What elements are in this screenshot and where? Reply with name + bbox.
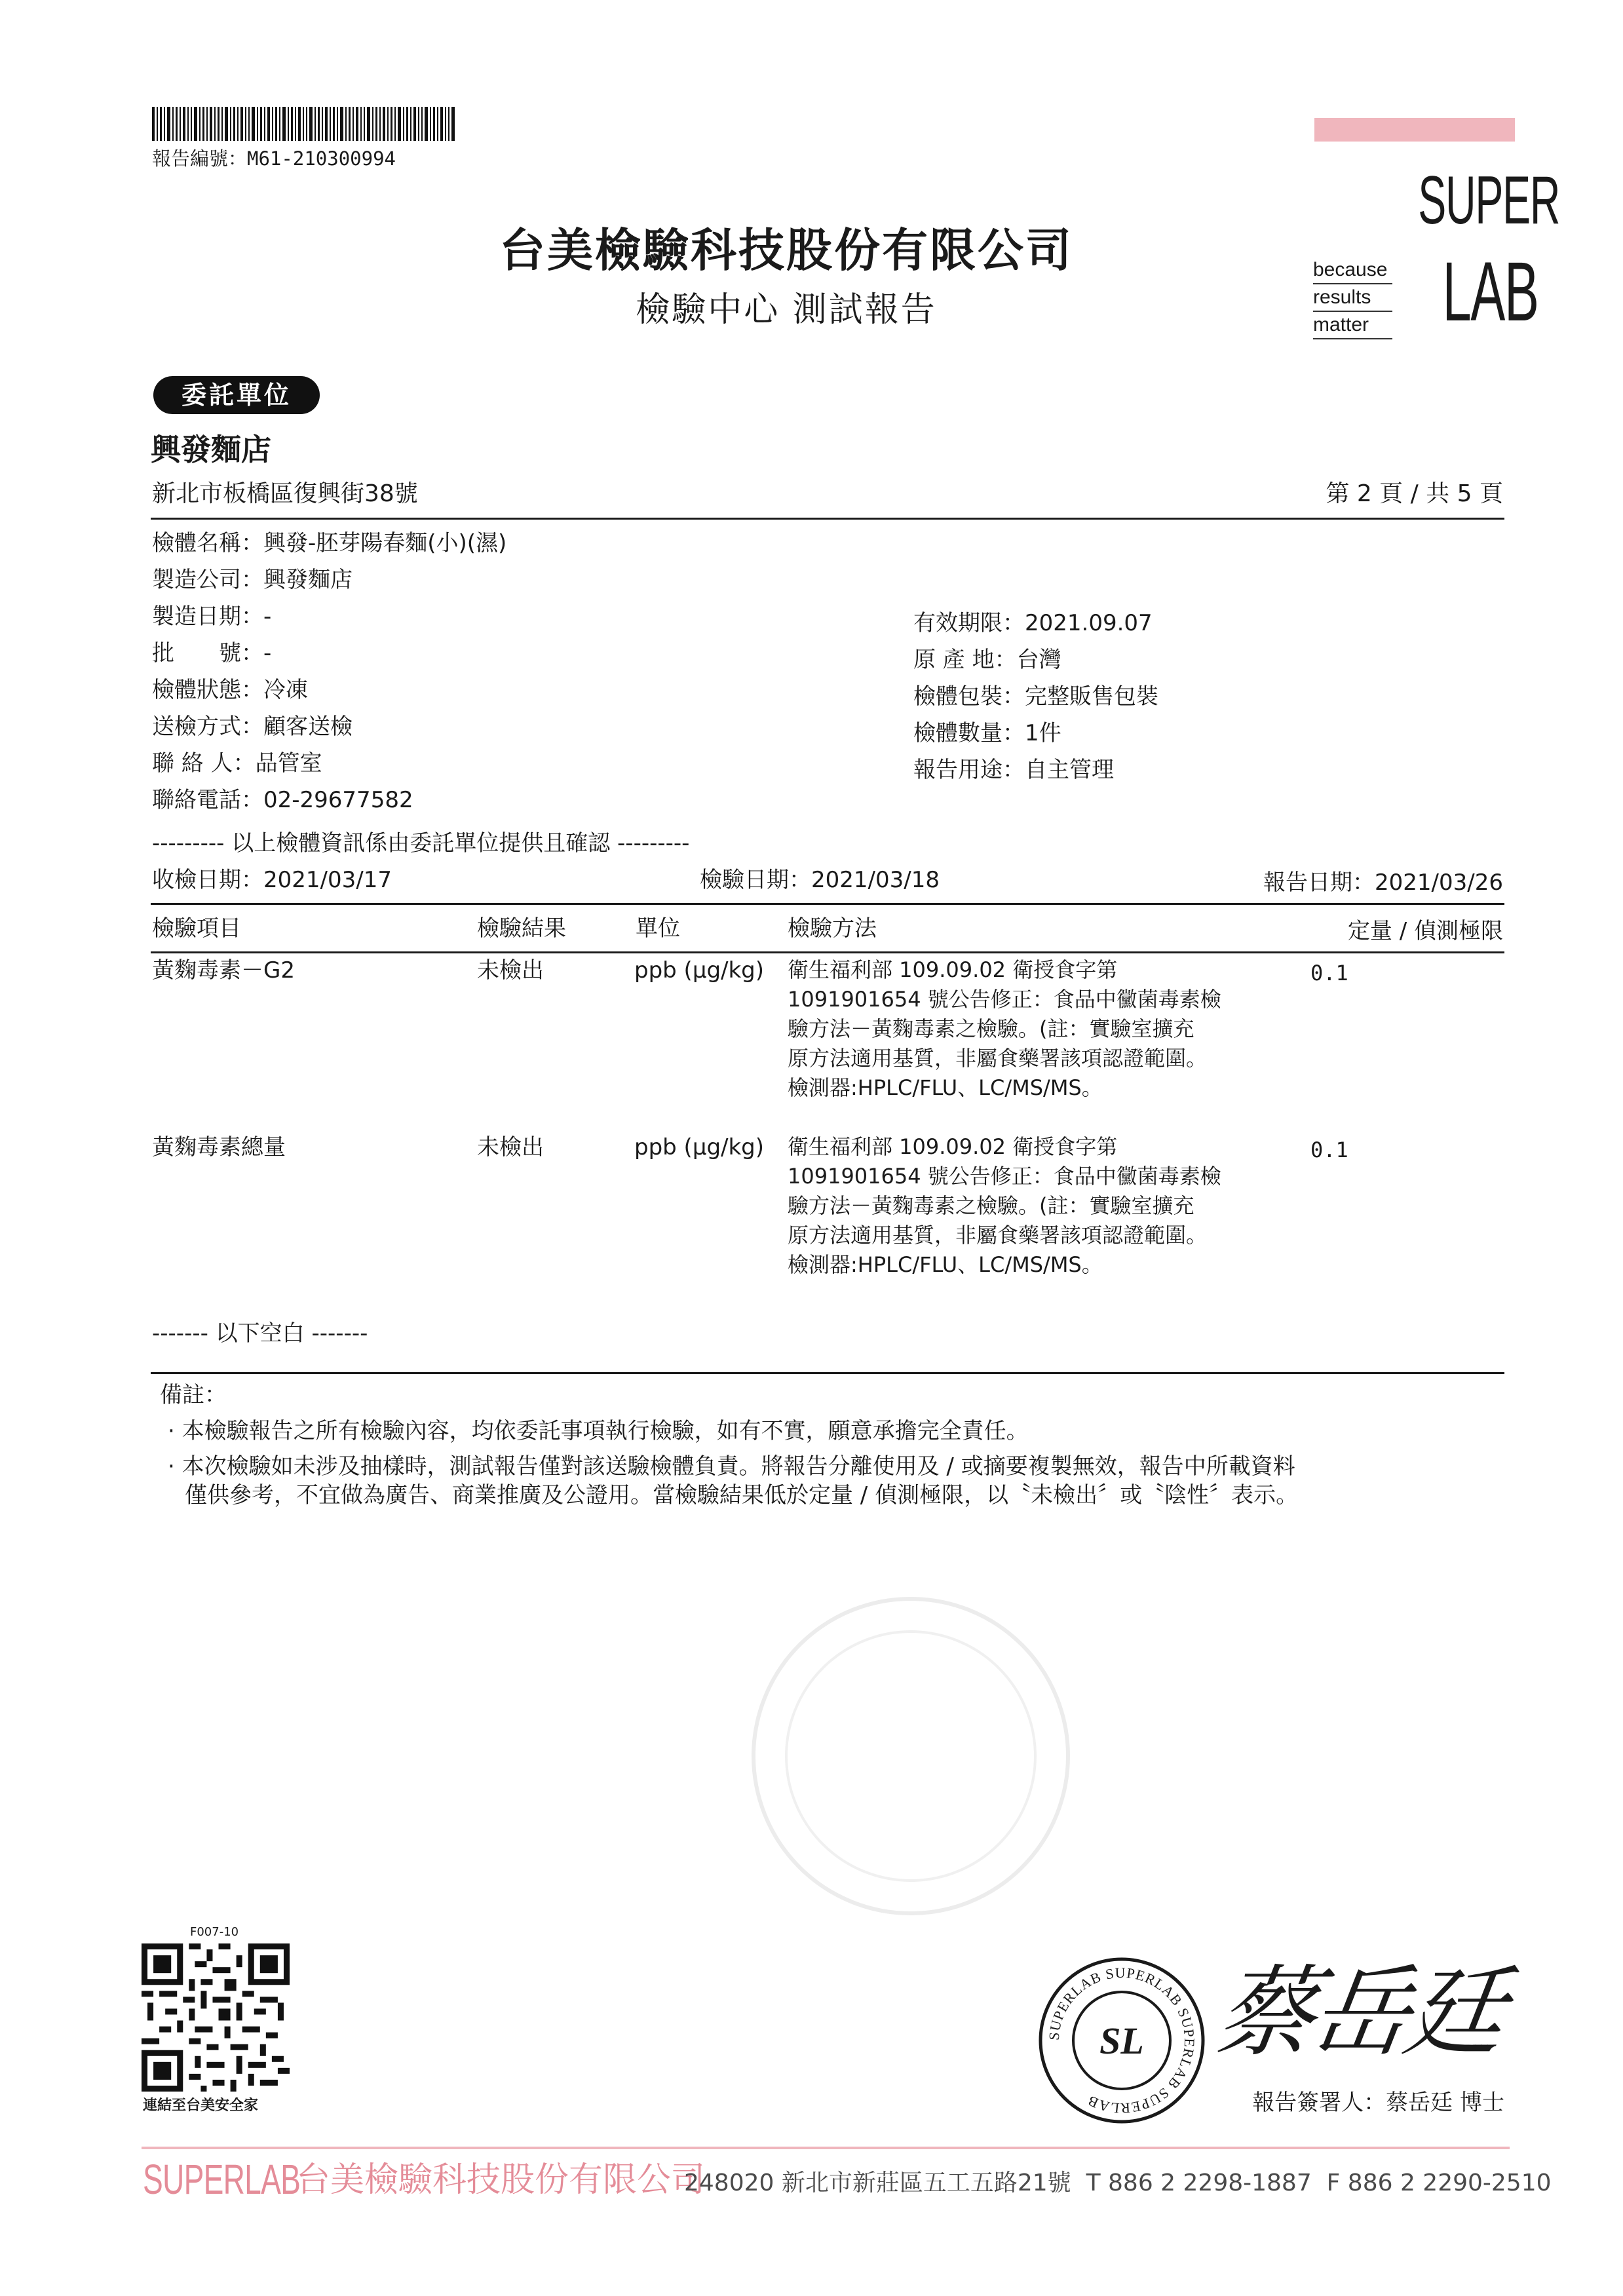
field-value: 興發麵店 xyxy=(263,567,353,593)
remark-line: 本次檢驗如未涉及抽樣時，測試報告僅對該送驗檢體負責。將報告分離使用及 / 或摘要複製無效，報告中所載資料 xyxy=(181,1453,1295,1480)
remarks-title: 備註： xyxy=(160,1382,227,1408)
th-method: 檢驗方法 xyxy=(788,915,877,942)
report-number xyxy=(152,147,396,170)
footer-company: 台美檢驗科技股份有限公司 xyxy=(296,2160,706,2200)
method-line: 衛生福利部 109.09.02 衛授食字第 xyxy=(788,957,1118,982)
page-indicator: 第 2 頁 / 共 5 頁 xyxy=(1326,480,1503,507)
client-name: 興發麵店 xyxy=(151,432,271,467)
field-label: 報告用途： xyxy=(913,757,1025,783)
field-label: 檢體包裝： xyxy=(913,683,1025,710)
field-value: 台灣 xyxy=(1016,647,1061,673)
method-line: 原方法適用基質，非屬食藥署該項認證範圍。 xyxy=(788,1046,1208,1071)
client-address: 新北市板橋區復興街38號 xyxy=(152,480,418,507)
footer-address-text: 248020 新北市新莊區五工五路21號 xyxy=(684,2170,1071,2196)
logo-tagline xyxy=(1313,257,1392,339)
contact-person xyxy=(152,750,322,777)
sample-name xyxy=(152,529,506,557)
field-label: 檢體名稱： xyxy=(152,530,263,556)
signature-script: 蔡岳廷 xyxy=(1209,1956,1509,2070)
sample-quantity xyxy=(913,719,1061,747)
batch-number xyxy=(152,640,271,667)
method-line: 衛生福利部 109.09.02 衛授食字第 xyxy=(788,1134,1118,1159)
method-line: 原方法適用基質，非屬食藥署該項認證範圍。 xyxy=(788,1223,1208,1248)
method-line: 1091901654 號公告修正：食品中黴菌毒素檢 xyxy=(788,1164,1221,1189)
seal-center: SL xyxy=(1099,2019,1144,2062)
table-row-method xyxy=(788,955,1221,1103)
confirm-note: --------- 以上檢體資訊係由委託單位提供且確認 --------- xyxy=(152,830,690,856)
origin xyxy=(913,646,1061,674)
watermark-seal xyxy=(740,1586,1081,1926)
expiry-date xyxy=(913,609,1153,637)
sample-state xyxy=(152,676,308,704)
header-divider xyxy=(151,518,1504,520)
logo-tagline-line: results xyxy=(1313,284,1392,312)
field-value: 自主管理 xyxy=(1025,757,1114,783)
remark-line: 本檢驗報告之所有檢驗內容，均依委託事項執行檢驗，如有不實，願意承擔完全責任。 xyxy=(181,1418,1029,1444)
barcode xyxy=(152,107,455,141)
field-label: 原 產 地： xyxy=(913,647,1017,673)
field-value: 品管室 xyxy=(255,750,322,776)
remark-item xyxy=(168,1417,1029,1445)
field-value: - xyxy=(263,640,272,666)
delivery-method xyxy=(152,713,353,740)
footer-address xyxy=(684,2169,1552,2198)
table-row-item: 黃麴毒素總量 xyxy=(152,1134,286,1160)
field-value: 完整販售包裝 xyxy=(1025,683,1158,710)
field-value: 1件 xyxy=(1025,720,1061,746)
packaging xyxy=(913,683,1158,710)
table-row-result: 未檢出 xyxy=(477,957,544,984)
remark-item xyxy=(168,1452,1298,1510)
received-date: 收檢日期：2021/03/17 xyxy=(152,867,392,893)
footer-fax: F 886 2 2290-2510 xyxy=(1326,2170,1552,2196)
table-row-unit: ppb (μg/kg) xyxy=(634,957,765,984)
table-row-loq: 0.1 xyxy=(1310,961,1348,985)
manufacture-date xyxy=(152,603,271,630)
th-loq: 定量 / 偵測極限 xyxy=(1347,918,1503,944)
logo-tagline-line: because xyxy=(1313,257,1392,284)
field-value: - xyxy=(263,603,272,630)
table-row-method xyxy=(788,1132,1221,1280)
field-label: 檢體狀態： xyxy=(152,677,263,703)
logo-super: SUPER xyxy=(1418,163,1560,239)
logo-lab: LAB xyxy=(1442,245,1538,339)
table-row-item: 黃麴毒素－G2 xyxy=(152,957,295,984)
bullet: · xyxy=(168,1418,182,1444)
th-item: 檢驗項目 xyxy=(152,915,241,942)
footer-brand: SUPERLAB xyxy=(143,2156,301,2203)
logo-tagline-line: matter xyxy=(1313,312,1392,339)
method-line: 驗方法－黃麴毒素之檢驗。(註：實驗室擴充 xyxy=(788,1193,1194,1218)
field-label: 聯絡電話： xyxy=(152,787,263,813)
lab-seal xyxy=(1037,1955,1207,2126)
method-line: 檢測器:HPLC/FLU、LC/MS/MS。 xyxy=(788,1075,1103,1100)
qr-caption: 連結至台美安全家 xyxy=(143,2097,259,2114)
table-row-unit: ppb (μg/kg) xyxy=(634,1134,765,1160)
seal-ring-path: SUPERLAB SUPERLAB SUPERLAB SUPERLAB xyxy=(1045,1964,1198,2117)
field-value: 興發-胚芽陽春麵(小)(濕) xyxy=(263,530,507,556)
table-row-loq: 0.1 xyxy=(1310,1138,1348,1162)
field-label: 聯 絡 人： xyxy=(152,750,256,776)
report-subtitle: 檢驗中心 測試報告 xyxy=(636,290,937,330)
report-number-value: M61-210300994 xyxy=(247,147,396,170)
signer-label: 報告簽署人：蔡岳廷 博士 xyxy=(1252,2090,1504,2116)
field-value: 2021.09.07 xyxy=(1025,610,1153,636)
field-label: 檢體數量： xyxy=(913,720,1025,746)
tested-date: 檢驗日期：2021/03/18 xyxy=(700,867,940,893)
method-line: 1091901654 號公告修正：食品中黴菌毒素檢 xyxy=(788,987,1221,1012)
remark-line: 僅供參考，不宜做為廣告、商業推廣及公證用。當檢驗結果低於定量 / 偵測極限，以〝未檢出〞或〝陰性〞表示。 xyxy=(185,1482,1299,1508)
company-title: 台美檢驗科技股份有限公司 xyxy=(499,223,1073,277)
qr-code[interactable] xyxy=(142,1943,290,2092)
logo-accent-bar xyxy=(1314,118,1515,142)
field-label: 批 號： xyxy=(152,640,263,666)
field-value: 顧客送檢 xyxy=(263,714,353,740)
footer-tel: T 886 2 2298-1887 xyxy=(1086,2170,1312,2196)
method-line: 驗方法－黃麴毒素之檢驗。(註：實驗室擴充 xyxy=(788,1016,1194,1041)
blank-note: ------- 以下空白 ------- xyxy=(152,1320,368,1347)
manufacturer xyxy=(152,566,353,594)
field-label: 送檢方式： xyxy=(152,714,263,740)
field-value: 冷凍 xyxy=(263,677,308,703)
field-label: 製造日期： xyxy=(152,603,263,630)
table-header-rule xyxy=(151,951,1504,953)
table-row-result: 未檢出 xyxy=(477,1134,544,1160)
field-label: 製造公司： xyxy=(152,567,263,593)
report-number-label: 報告編號： xyxy=(152,147,248,170)
reported-date: 報告日期：2021/03/26 xyxy=(1263,870,1503,896)
th-unit: 單位 xyxy=(636,915,680,942)
field-label: 有效期限： xyxy=(913,610,1025,636)
footer-rule xyxy=(142,2147,1510,2149)
method-line: 檢測器:HPLC/FLU、LC/MS/MS。 xyxy=(788,1252,1103,1277)
bullet: · xyxy=(168,1453,182,1480)
client-badge: 委託單位 xyxy=(153,376,320,414)
th-result: 檢驗結果 xyxy=(477,915,566,942)
remarks-rule xyxy=(151,1372,1504,1374)
field-value: 02-29677582 xyxy=(263,787,413,813)
report-purpose xyxy=(913,756,1114,784)
form-code: F007-10 xyxy=(190,1925,239,1939)
table-top-rule xyxy=(151,903,1504,905)
contact-phone xyxy=(152,786,413,814)
